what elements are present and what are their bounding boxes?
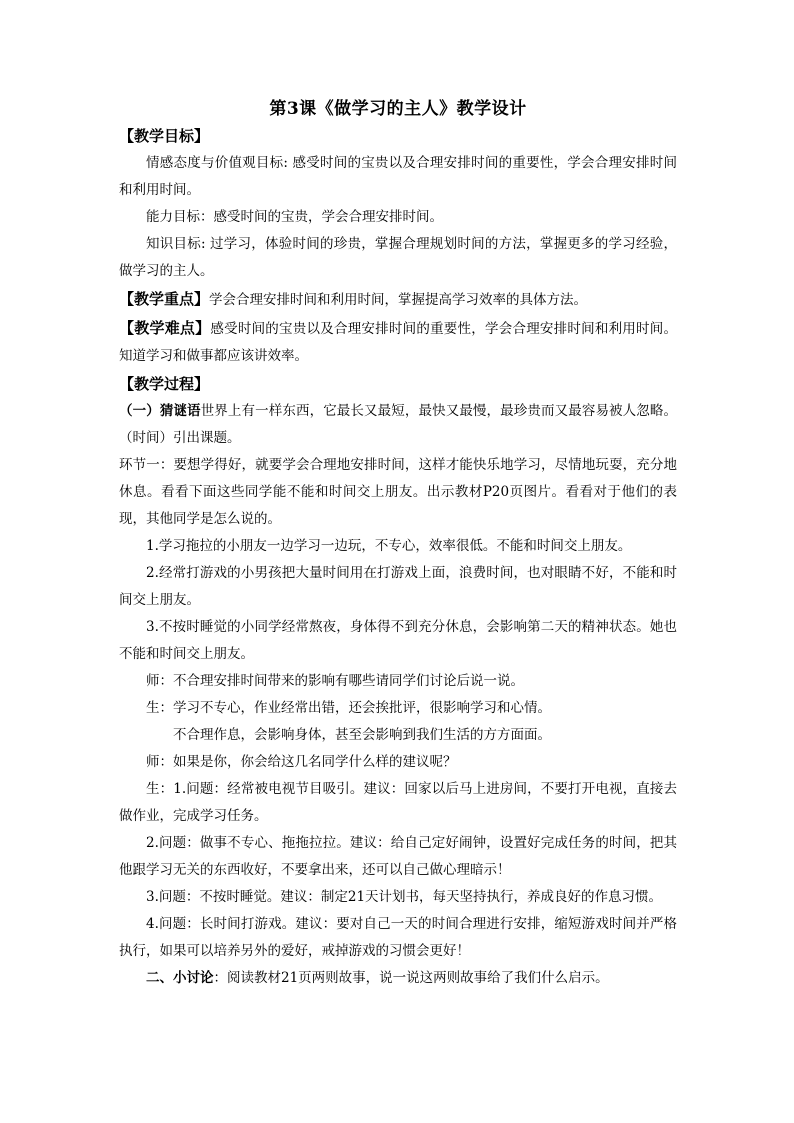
goals-heading: 【教学目标】 bbox=[119, 127, 210, 145]
discussion-paragraph bbox=[119, 965, 677, 992]
goal-ability: 能力目标：感受时间的宝贵，学会合理安排时间。 bbox=[146, 209, 443, 225]
riddle-text: 世界上有一样东西，它最长又最短，最快又最慢，最珍贵而又最容易被人忽略。（时间）引出课题。 bbox=[119, 403, 678, 446]
riddle-paragraph bbox=[119, 398, 677, 452]
advice-one: 生：1.问题：经常被电视节目吸引。建议：回家以后马上进房间，不要打开电视，直接去做作业，完成学习任务。 bbox=[119, 781, 677, 824]
case-three: 3.不按时睡觉的小同学经常熬夜，身体得不到充分休息，会影响第二天的精神状态。她也不能和时间交上朋友。 bbox=[119, 619, 677, 662]
key-text: 学会合理安排时间和利用时间，掌握提高学习效率的具体方法。 bbox=[209, 292, 588, 308]
advice-three: 3.问题：不按时睡觉。建议：制定21天计划书，每天坚持执行，养成良好的作息习惯。 bbox=[146, 889, 663, 905]
advice-four: 4.问题：长时间打游戏。建议：要对自己一天的时间合理进行安排，缩短游戏时间并严格执行，如果可以培养另外的爱好，戒掉游戏的习惯会更好！ bbox=[119, 916, 677, 959]
document-page bbox=[119, 96, 677, 992]
page-title: 第3课《做学习的主人》教学设计 bbox=[269, 99, 527, 119]
difficulty-text: 感受时间的宝贵以及合理安排时间的重要性，学会合理安排时间和利用时间。知道学习和做事都应该讲效率。 bbox=[119, 321, 677, 364]
advice-two: 2.问题：做事不专心、拖拖拉拉。建议：给自己定好闹钟，设置好完成任务的时间，把其他跟学习无关的东西收好，不要拿出来，还可以自己做心理暗示！ bbox=[119, 835, 677, 878]
difficulty-heading: 【教学难点】 bbox=[119, 319, 211, 337]
student-answer-one-cont: 不合理作息，会影响身体，甚至会影响到我们生活的方方面面。 bbox=[173, 727, 551, 743]
goal-knowledge: 知识目标: 过学习，体验时间的珍贵，掌握合理规划时间的方法，掌握更多的学习经验，做学习的主人。 bbox=[119, 236, 677, 279]
discussion-text: ：阅读教材21页两则故事，说一说这两则故事给了我们什么启示。 bbox=[213, 970, 609, 986]
teacher-question-one: 师：不合理安排时间带来的影响有哪些请同学们讨论后说一说。 bbox=[146, 673, 524, 689]
goal-emotion: 情感态度与价值观目标: 感受时间的宝贵以及合理安排时间的重要性，学会合理安排时间和利用时间。 bbox=[119, 155, 677, 198]
teacher-question-two: 师：如果是你，你会给这几名同学什么样的建议呢？ bbox=[146, 754, 457, 770]
case-one: 1.学习拖拉的小朋友一边学习一边玩，不专心，效率很低。不能和时间交上朋友。 bbox=[146, 538, 632, 554]
key-heading: 【教学重点】 bbox=[119, 290, 210, 308]
student-answer-one: 生：学习不专心，作业经常出错，还会挨批评，很影响学习和心情。 bbox=[146, 700, 551, 716]
discussion-label: 二、小讨论 bbox=[146, 970, 214, 986]
difficulty-point bbox=[119, 314, 677, 370]
riddle-label: （一）猜谜语 bbox=[119, 403, 201, 419]
key-point bbox=[119, 285, 677, 314]
case-two: 2.经常打游戏的小男孩把大量时间用在打游戏上面，浪费时间，也对眼睛不好，不能和时间交上朋友。 bbox=[119, 565, 677, 608]
process-heading: 【教学过程】 bbox=[119, 375, 210, 393]
link-one: 环节一：要想学得好，就要学会合理地安排时间，这样才能快乐地学习，尽情地玩耍，充分地休息。看看下面这些同学能不能和时间交上朋友。出示教材P20页图片。看看对于他们的表现，其他同学是怎么说的。 bbox=[119, 457, 677, 527]
